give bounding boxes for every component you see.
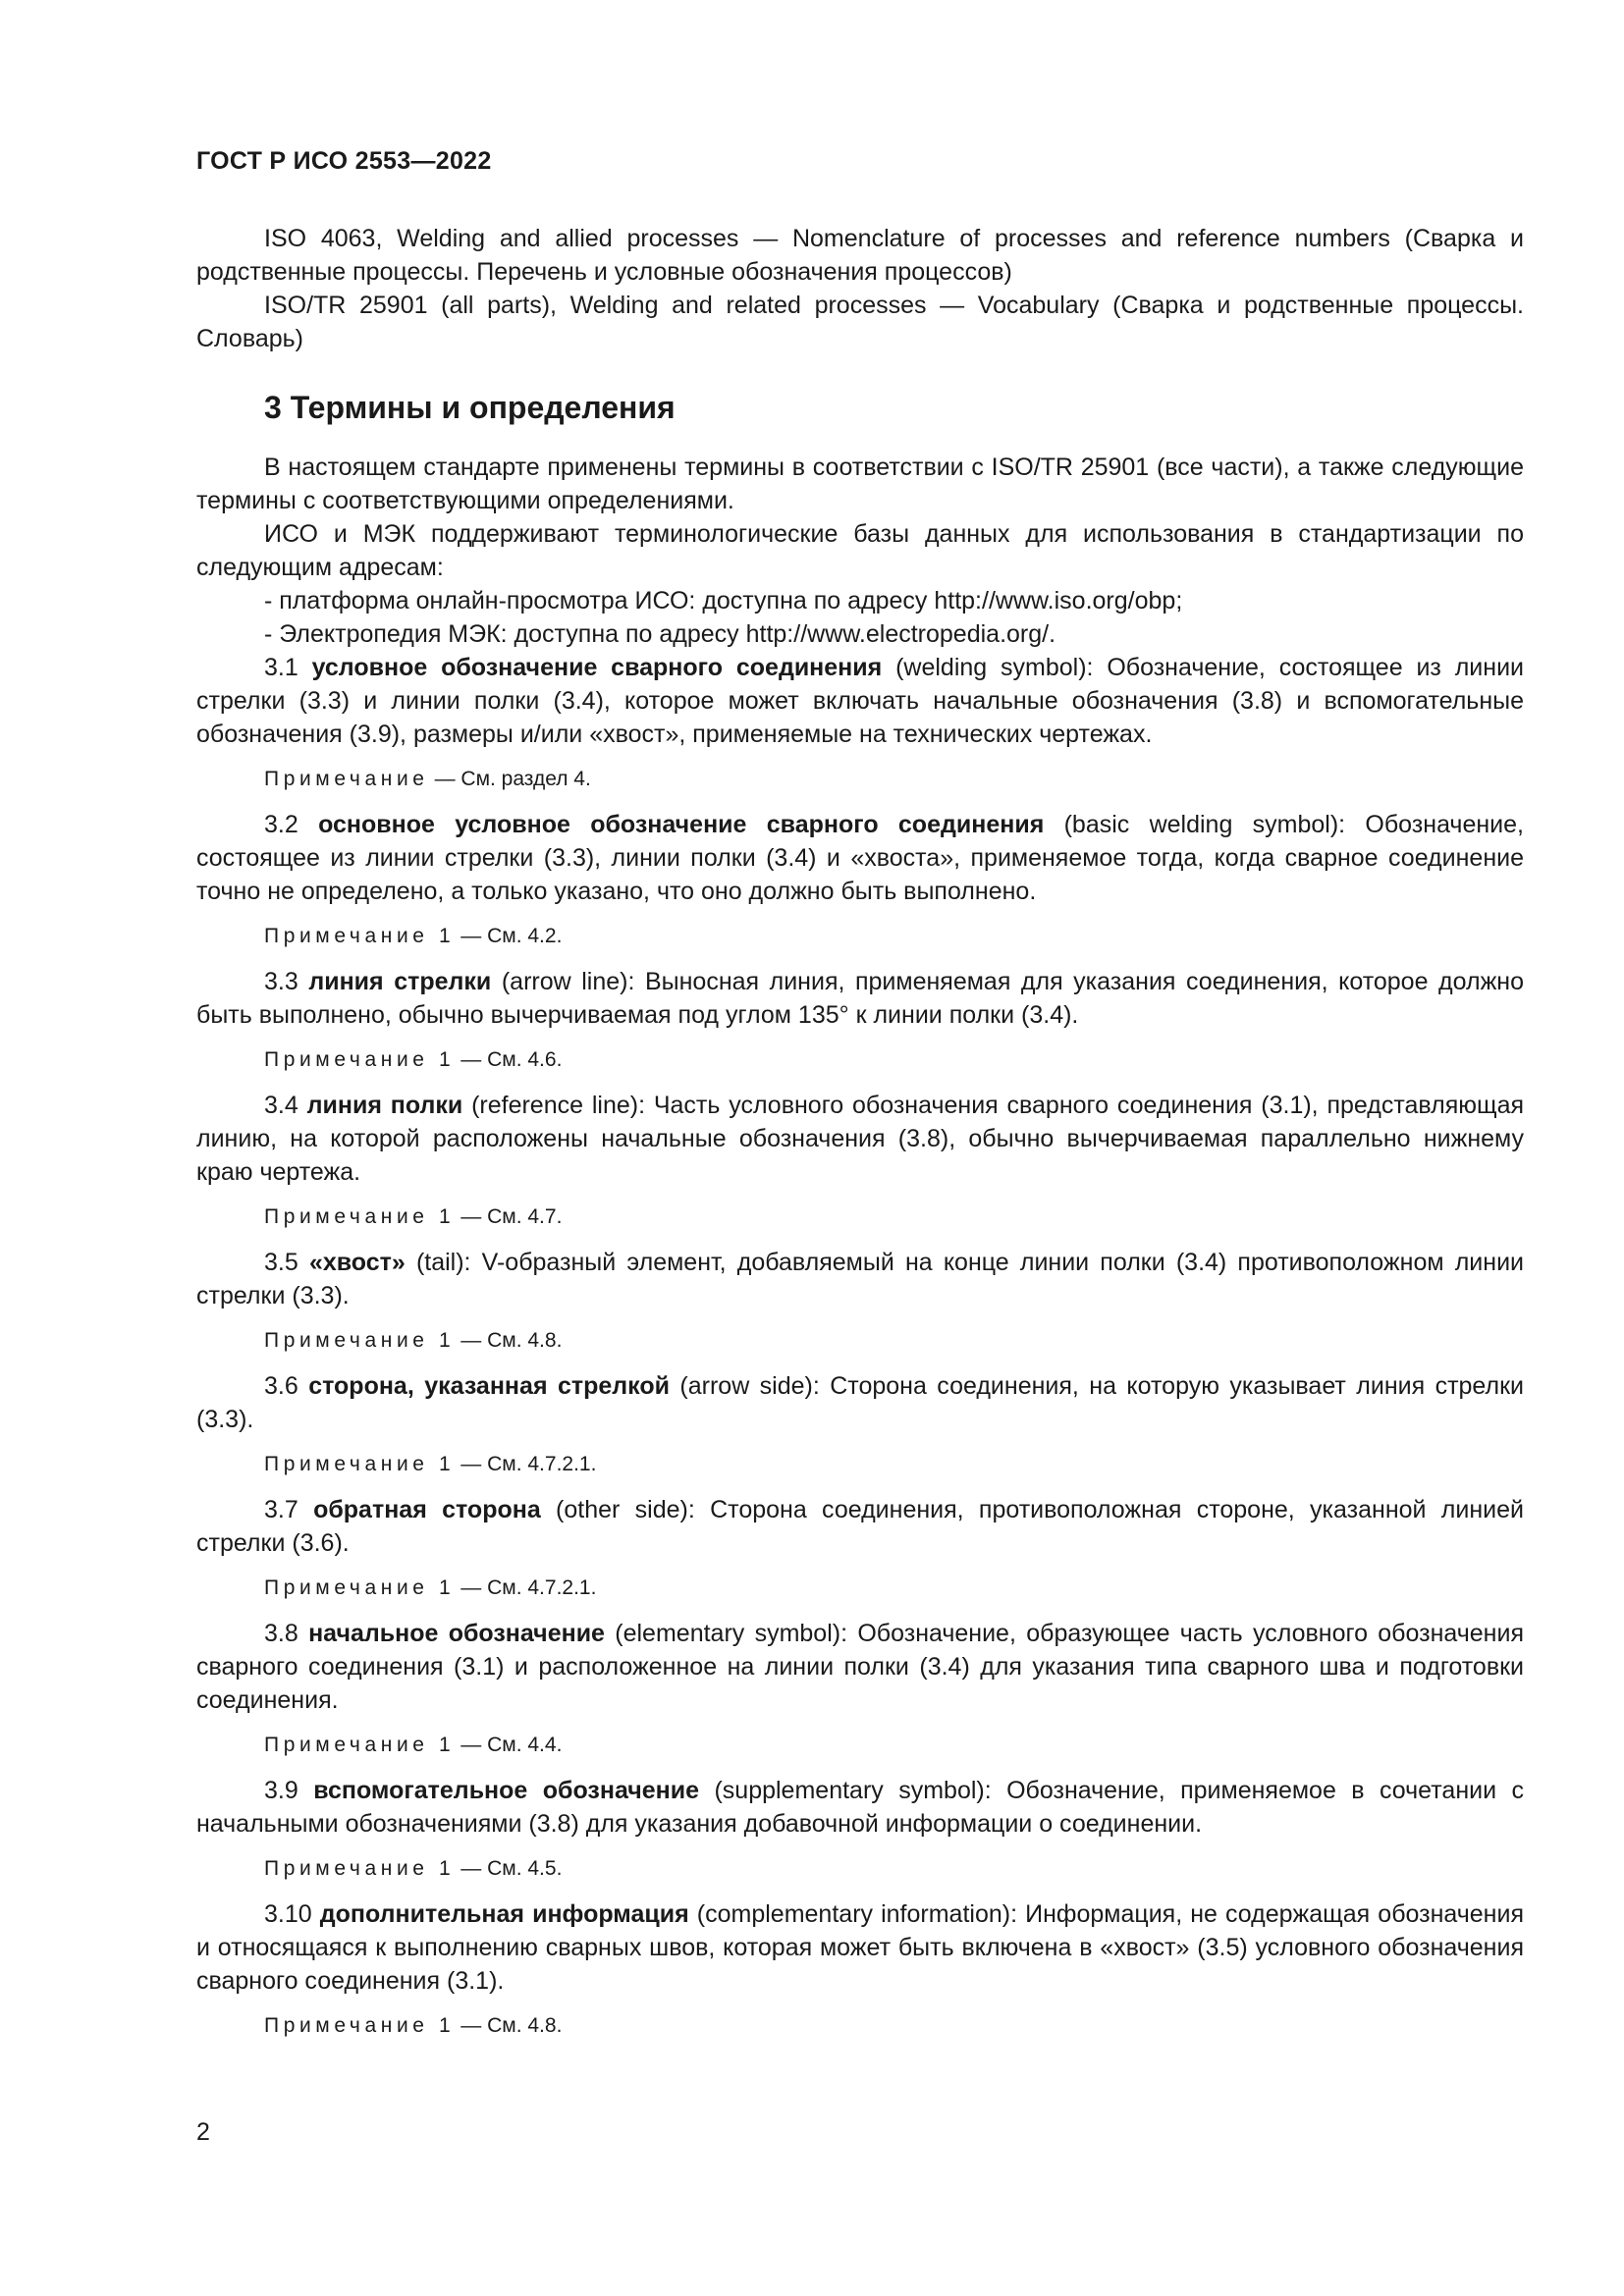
term-definition-text: (arrow line): Выносная линия, применяемая для указания соединения, которое должно быть выполнено, обычно вычерчиваемая под углом 135° к линии полки (3.4).	[196, 968, 1524, 1029]
term-note	[264, 765, 1524, 794]
note-text: — См. 4.6.	[460, 1048, 563, 1071]
note-text: — См. 4.5.	[460, 1857, 563, 1880]
term-note	[264, 1202, 1524, 1232]
note-text: — См. 4.8.	[460, 1329, 563, 1352]
term-definition-text: (other side): Сторона соединения, противоположная стороне, указанной линией стрелки (3.6).	[196, 1496, 1524, 1557]
section-intro: ИСО и МЭК поддерживают терминологические базы данных для использования в стандартизации по следующим адресам:	[196, 520, 1524, 581]
term-definition-text: (welding symbol): Обозначение, состоящее из линии стрелки (3.3) и линии полки (3.4), которое может включать начальные обозначения (3.8) и вспомогательные обозначения (3.9), размеры и/или «хвост», применяемые на технических чертежах.	[196, 654, 1524, 748]
term-definition	[196, 965, 1524, 1032]
note-label: Примечание 1	[264, 1205, 456, 1228]
term-definition	[196, 1774, 1524, 1841]
term-definition-text: (tail): V-образный элемент, добавляемый на конце линии полки (3.4) противоположном линии стрелки (3.3).	[196, 1249, 1524, 1309]
term-note	[264, 1045, 1524, 1075]
note-label: Примечание	[264, 768, 429, 790]
note-text: — См. 4.8.	[460, 2014, 563, 2037]
term-note	[264, 1731, 1524, 1760]
term-definition-text: (complementary information): Информация, не содержащая обозначения и относящаяся к выполнению сварных швов, которая может быть включена в «хвост» (3.5) условного обозначения сварного соединения (3.1).	[196, 1900, 1524, 1995]
term-name: линия стрелки	[308, 968, 492, 995]
note-text: — См. раздел 4.	[434, 768, 591, 790]
address-list-item: - Электропедия МЭК: доступна по адресу http://www.electropedia.org/.	[264, 620, 1056, 648]
term-note	[264, 1574, 1524, 1603]
term-number: 3.4	[264, 1092, 298, 1119]
note-label: Примечание 1	[264, 2014, 456, 2037]
term-name: дополнительная информация	[319, 1900, 689, 1928]
note-text: — См. 4.7.2.1.	[460, 1453, 597, 1475]
note-label: Примечание 1	[264, 1453, 456, 1475]
term-number: 3.1	[264, 654, 298, 681]
term-name: сторона, указанная стрелкой	[308, 1372, 670, 1400]
term-definition	[196, 808, 1524, 908]
term-note	[264, 922, 1524, 951]
term-name: обратная сторона	[313, 1496, 541, 1523]
note-text: — См. 4.7.2.1.	[460, 1576, 597, 1599]
term-definition-text: (elementary symbol): Обозначение, образующее часть условного обозначения сварного соединения (3.1) и расположенное на линии полки (3.4) для указания типа сварного шва и подготовки соединения.	[196, 1620, 1524, 1714]
reference-item: ISO 4063, Welding and allied processes — Nomenclature of processes and reference numbers (Сварка и родственные процессы. Перечень и условные обозначения процессов)	[196, 225, 1524, 286]
note-text: — См. 4.4.	[460, 1734, 563, 1756]
term-number: 3.7	[264, 1496, 298, 1523]
term-number: 3.2	[264, 811, 298, 838]
term-definition	[196, 1493, 1524, 1560]
term-definition-text: (arrow side): Сторона соединения, на которую указывает линия стрелки (3.3).	[196, 1372, 1524, 1433]
terms-list	[196, 651, 1524, 2041]
term-name: условное обозначение сварного соединения	[311, 654, 883, 681]
note-label: Примечание 1	[264, 1734, 456, 1756]
term-definition-text: (reference line): Часть условного обозначения сварного соединения (3.1), представляющая линию, на которой расположены начальные обозначения (3.8), обычно вычерчиваемая параллельно нижнему краю чертежа.	[196, 1092, 1525, 1186]
document-body	[196, 222, 1524, 2055]
term-number: 3.8	[264, 1620, 298, 1647]
term-note	[264, 1854, 1524, 1884]
term-definition	[196, 1089, 1524, 1189]
section-intro: В настоящем стандарте применены термины в соответствии с ISO/TR 25901 (все части), а также следующие термины с соответствующими определениями.	[196, 454, 1524, 514]
address-list-item: - платформа онлайн-просмотра ИСО: доступна по адресу http://www.iso.org/obp;	[264, 587, 1183, 614]
term-number: 3.9	[264, 1777, 298, 1804]
term-definition	[196, 651, 1524, 751]
term-definition	[196, 1617, 1524, 1717]
term-name: «хвост»	[308, 1249, 406, 1276]
term-number: 3.3	[264, 968, 298, 995]
term-definition	[196, 1246, 1524, 1312]
note-text: — См. 4.2.	[460, 925, 563, 947]
term-note	[264, 1326, 1524, 1356]
term-name: основное условное обозначение сварного соединения	[318, 811, 1045, 838]
term-name: начальное обозначение	[308, 1620, 605, 1647]
term-name: вспомогательное обозначение	[313, 1777, 700, 1804]
term-name: линия полки	[306, 1092, 463, 1119]
term-definition	[196, 1897, 1524, 1998]
section-heading: 3 Термины и определения	[264, 390, 676, 425]
term-definition-text: (basic welding symbol): Обозначение, состоящее из линии стрелки (3.3), линии полки (3.4) и «хвоста», применяемое тогда, когда сварное соединение точно не определено, а только указано, что оно должно быть выполнено.	[196, 811, 1524, 905]
term-definition-text: (supplementary symbol): Обозначение, применяемое в сочетании с начальными обозначениями (3.8) для указания добавочной информации о соединении.	[196, 1777, 1524, 1838]
note-label: Примечание 1	[264, 1048, 456, 1071]
reference-item: ISO/TR 25901 (all parts), Welding and related processes — Vocabulary (Сварка и родственные процессы. Словарь)	[196, 292, 1524, 352]
note-label: Примечание 1	[264, 925, 456, 947]
term-number: 3.5	[264, 1249, 298, 1276]
page-number: 2	[196, 2118, 210, 2146]
term-note	[264, 1450, 1524, 1479]
document-page	[196, 0, 1524, 2296]
term-definition	[196, 1369, 1524, 1436]
note-text: — См. 4.7.	[460, 1205, 563, 1228]
note-label: Примечание 1	[264, 1576, 456, 1599]
document-header: ГОСТ Р ИСО 2553—2022	[196, 147, 492, 175]
term-number: 3.6	[264, 1372, 298, 1400]
term-number: 3.10	[264, 1900, 312, 1928]
note-label: Примечание 1	[264, 1329, 456, 1352]
term-note	[264, 2011, 1524, 2041]
note-label: Примечание 1	[264, 1857, 456, 1880]
